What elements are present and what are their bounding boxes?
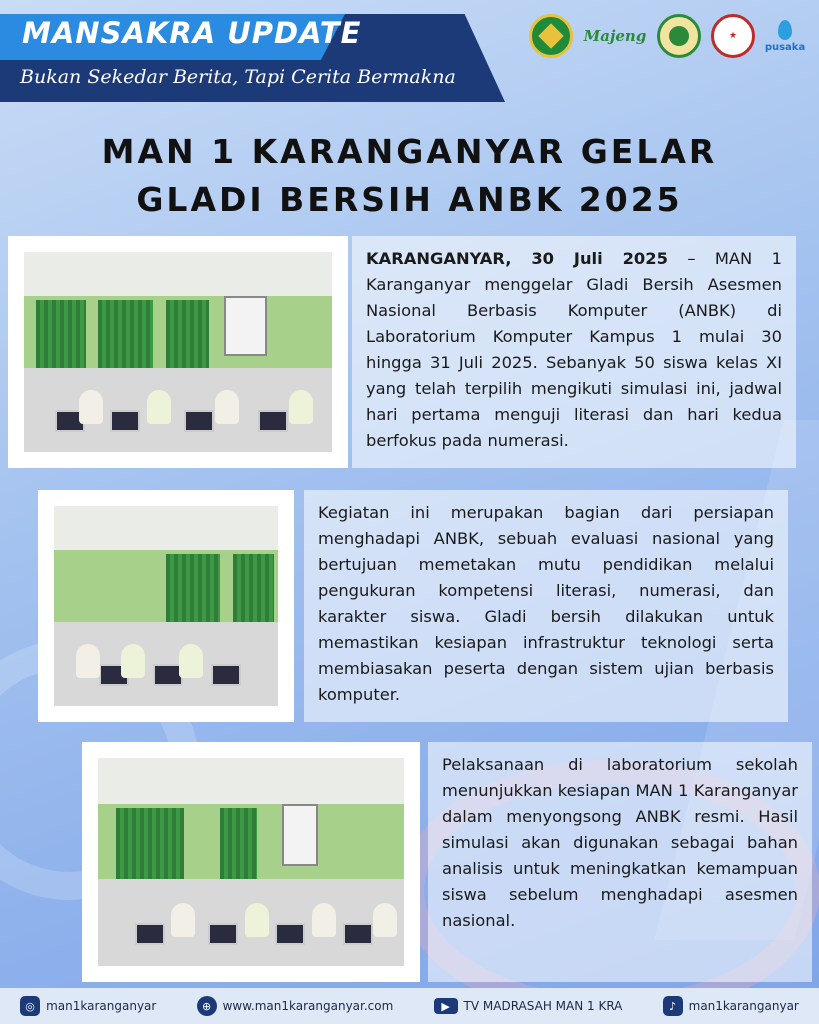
partner-logos xyxy=(529,14,805,58)
website-url: www.man1karanganyar.com xyxy=(222,999,394,1013)
photo-computer-lab-2 xyxy=(54,506,278,706)
drop-icon xyxy=(778,20,792,40)
pusaka-logo xyxy=(765,14,805,58)
tiktok-icon: ♪ xyxy=(663,996,683,1016)
pusaka-label: pusaka xyxy=(764,41,806,53)
photo-1-frame xyxy=(8,236,348,468)
article-paragraph-3: Pelaksanaan di laboratorium sekolah menunjukkan kesiapan MAN 1 Karanganyar dalam menyongsong ANBK resmi. Hasil simulasi akan digunakan sebagai bahan analisis untuk meningkatkan kemampuan siswa sebelum menghadapi asesmen nasional. xyxy=(428,742,812,982)
paragraph-1-text: – MAN 1 Karanganyar menggelar Gladi Bersih Asesmen Nasional Berbasis Komputer (ANBK) di Laboratorium Komputer Kampus 1 mulai 30 hingga 31 Juli 2025. Sebanyak 50 siswa kelas XI yang telah terpilih mengikuti simulasi ini, jadwal hari pertama menguji literasi dan hari kedua berfokus pada numerasi. xyxy=(366,249,783,450)
youtube-channel: TV MADRASAH MAN 1 KRA xyxy=(463,999,623,1013)
brand-title: MANSAKRA UPDATE xyxy=(22,16,362,50)
madrasah-emblem-logo xyxy=(657,14,701,58)
footer-website[interactable] xyxy=(197,996,394,1016)
footer-instagram[interactable] xyxy=(20,996,156,1016)
photo-computer-lab-3 xyxy=(98,758,404,966)
dateline: KARANGANYAR, 30 Juli 2025 xyxy=(366,249,668,268)
hari-bhakti-logo: ★ xyxy=(711,14,755,58)
title-line-1: MAN 1 KARANGANYAR GELAR xyxy=(101,132,718,171)
brand-tagline: Bukan Sekedar Berita, Tapi Cerita Bermakna xyxy=(20,66,456,88)
page-title xyxy=(0,128,819,224)
majeng-logo: Majeng xyxy=(583,27,647,45)
photo-computer-lab-1 xyxy=(24,252,332,452)
photo-3-frame xyxy=(82,742,420,982)
footer-tiktok[interactable] xyxy=(663,996,799,1016)
article-paragraph-2: Kegiatan ini merupakan bagian dari persiapan menghadapi ANBK, sebuah evaluasi nasional yang bertujuan memetakan mutu pendidikan melalui pengukuran kompetensi literasi, numerasi, dan karakter siswa. Gladi bersih dilakukan untuk memastikan kesiapan infrastruktur teknologi serta membiasakan peserta dengan sistem ujian berbasis komputer. xyxy=(304,490,788,722)
article-paragraph-1 xyxy=(352,236,796,468)
youtube-icon: ▶ xyxy=(434,998,458,1014)
footer-youtube[interactable] xyxy=(434,998,623,1014)
globe-icon: ⊕ xyxy=(197,996,217,1016)
photo-2-frame xyxy=(38,490,294,722)
tiktok-handle: man1karanganyar xyxy=(688,999,799,1013)
instagram-icon: ◎ xyxy=(20,996,40,1016)
instagram-handle: man1karanganyar xyxy=(46,999,157,1013)
kemenag-logo xyxy=(529,14,573,58)
title-line-2: GLADI BERSIH ANBK 2025 xyxy=(136,180,683,219)
footer-bar xyxy=(0,988,819,1024)
